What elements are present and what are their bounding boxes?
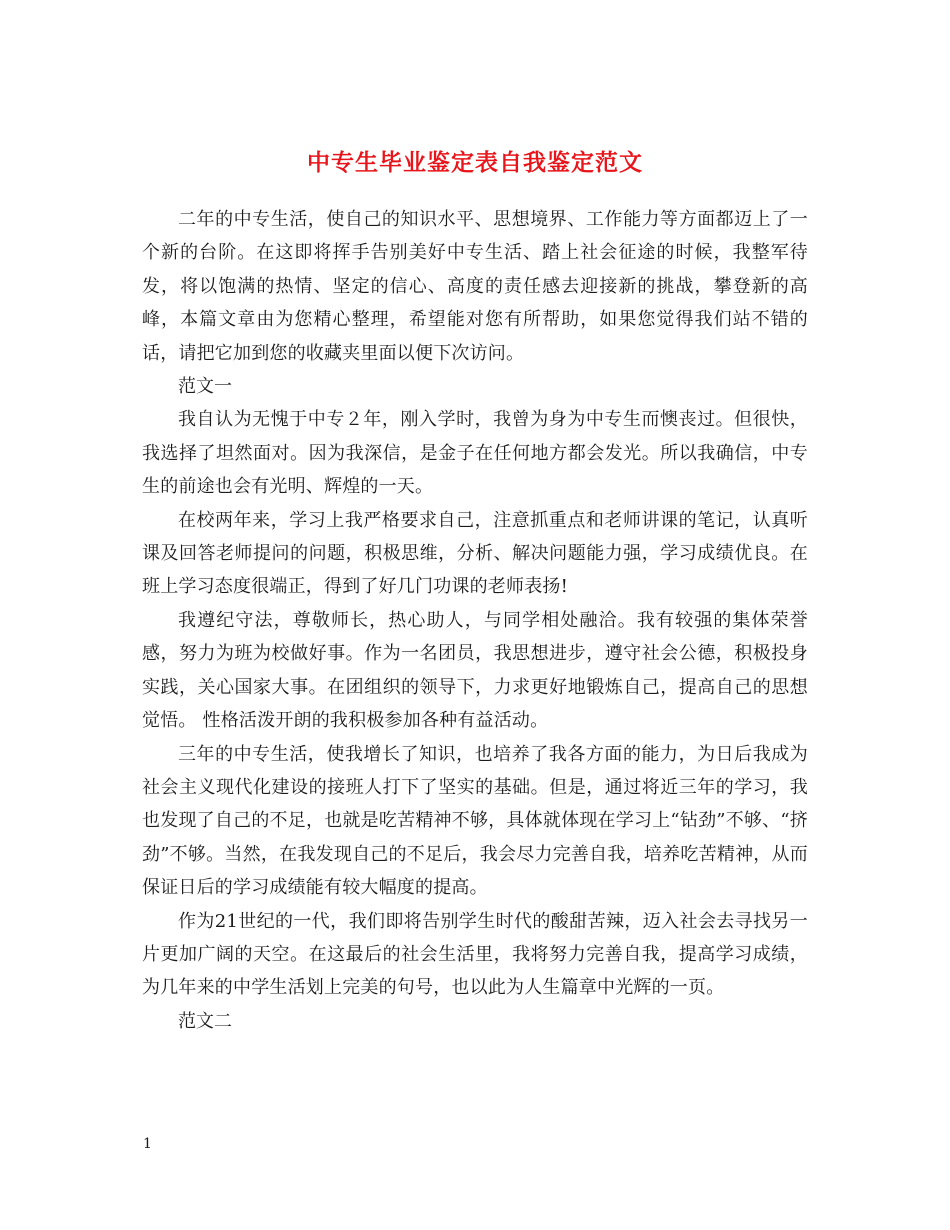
document-title: 中专生毕业鉴定表自我鉴定范文 — [307, 149, 643, 177]
document-body — [142, 203, 808, 1038]
paragraph-future: 作为21世纪的一代，我们即将告别学生时代的酸甜苦辣，迈入社会去寻找另一片更加广阔的天空。在这最后的社会生活里，我将努力完善自我，提高学习成绩，为几年来的中学生活划上完美的句号，也以此为人生篇章中光辉的一页。 — [142, 910, 808, 999]
section-heading-sample-two: 范文二 — [178, 1010, 232, 1032]
page-number: 1 — [143, 1136, 152, 1152]
paragraph-self-assessment: 我自认为无愧于中专２年，刚入学时，我曾为身为中专生而懊丧过。但很快，我选择了坦然面对。因为我深信，是金子在任何地方都会发光。所以我确信，中专生的前途也会有光明、辉煌的一天。 — [142, 409, 808, 498]
paragraph-growth: 三年的中专生活，使我增长了知识，也培养了我各方面的能力，为日后我成为社会主义现代化建设的接班人打下了坚实的基础。但是，通过将近三年的学习，我也发现了自己的不足，也就是吃苦精神不够，具体就体现在学习上“钻劲”不够、“挤劲”不够。当然，在我发现自己的不足后，我会尽力完善自我，培养吃苦精神，从而保证日后的学习成绩能有较大幅度的提高。 — [142, 743, 808, 899]
paragraph-intro: 二年的中专生活，使自己的知识水平、思想境界、工作能力等方面都迈上了一个新的台阶。在这即将挥手告别美好中专生活、踏上社会征途的时候，我整军待发，将以饱满的热情、坚定的信心、高度的责任感去迎接新的挑战，攀登新的高峰，本篇文章由为您精心整理，希望能对您有所帮助，如果您觉得我们站不错的话，请把它加到您的收藏夹里面以便下次访问。 — [142, 209, 808, 364]
section-heading-sample-one: 范文一 — [178, 376, 232, 398]
paragraph-conduct: 我遵纪守法，尊敬师长，热心助人，与同学相处融洽。我有较强的集体荣誉感，努力为班为校做好事。作为一名团员，我思想进步，遵守社会公德，积极投身实践，关心国家大事。在团组织的领导下，力求更好地锻炼自己，提高自己的思想觉悟。 性格活泼开朗的我积极参加各种有益活动。 — [142, 609, 808, 732]
paragraph-study: 在校两年来，学习上我严格要求自己，注意抓重点和老师讲课的笔记，认真听课及回答老师提问的问题，积极思维，分析、解决问题能力强，学习成绩优良。在班上学习态度很端正，得到了好几门功课的老师表扬! — [142, 509, 808, 598]
